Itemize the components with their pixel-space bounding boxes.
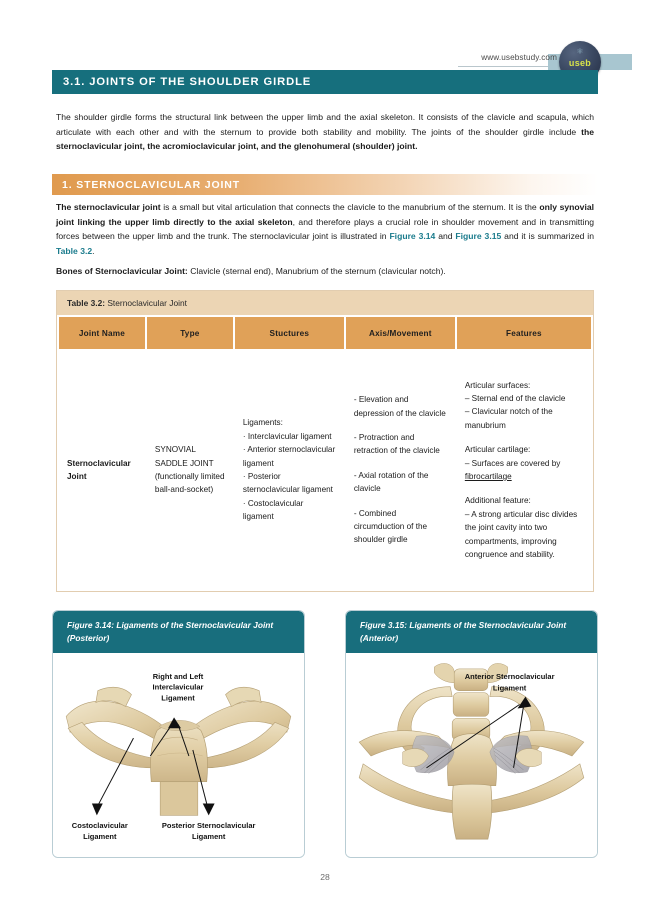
figure-315-body <box>346 653 597 857</box>
structures-item: · Posterior sternoclavicular ligament <box>242 472 333 495</box>
column-header-joint-name: Joint Name <box>59 317 145 349</box>
page-number: 28 <box>320 872 330 882</box>
figure-315-annotation-1a: Anterior Sternoclavicular <box>464 671 555 681</box>
features-line: – A strong articular disc divides the joint cavity into two compartments, improving congruence and stability. <box>464 509 578 560</box>
figure-315-annotation-1b: Ligament <box>492 683 527 693</box>
column-header-axis-movement: Axis/Movement <box>346 317 455 349</box>
table-caption-text: Sternoclavicular Joint <box>105 298 187 308</box>
figure-314-reference[interactable]: Figure 3.14 <box>389 231 436 242</box>
figure-315-caption-line1 <box>360 619 583 632</box>
cell-structures <box>235 351 344 589</box>
figure-314-annotation-1b: Interclavicular <box>152 682 204 692</box>
features-heading: Articular surfaces: <box>464 380 531 390</box>
figure-315-image <box>354 657 589 851</box>
sternoclavicular-paragraph <box>56 200 594 258</box>
scj-text-4: and it is summarized in <box>501 231 594 242</box>
axis-item: - Axial rotation of the clavicle <box>353 470 429 494</box>
scj-text-2: , and therefore plays a crucial role in shoulder movement and in transmitting forces between the upper limb and the trunk. The sternoclavicular joint is illustrated in <box>56 216 595 242</box>
axis-item: - Protraction and retraction of the clavicle <box>353 432 440 456</box>
figure-314-title: Ligaments of the Sternoclavicular Joint <box>114 620 274 630</box>
structures-item: · Costoclavicular ligament <box>242 498 304 522</box>
structures-item: · Interclavicular ligament <box>242 431 332 441</box>
figure-315-caption <box>346 611 597 653</box>
scj-text-3: and <box>435 231 456 242</box>
figure-315-reference[interactable]: Figure 3.15 <box>455 231 502 242</box>
figure-314-annotation-3b: Ligament <box>191 832 226 842</box>
figure-314-subtitle: (Posterior) <box>67 632 110 643</box>
axis-item: - Combined circumduction of the shoulder girdle <box>353 508 428 545</box>
intro-text: The shoulder girdle forms the structural link between the upper limb and the axial skeleton. It consists of the clavicle and scapula, which articulate with each other and with the sternum to provide both stability and mobility. The joints of the shoulder girdle include <box>56 112 594 137</box>
subsection-heading-bar <box>52 174 598 195</box>
figure-314-panel <box>52 610 305 858</box>
table-32-reference[interactable]: Table 3.2 <box>56 245 93 256</box>
figure-315-label: Figure 3.15: <box>360 620 408 630</box>
figure-314-annotation-1a: Right and Left <box>152 671 204 681</box>
section-heading-bar <box>52 70 598 94</box>
figure-314-body <box>53 653 304 857</box>
structures-heading: Ligaments: <box>242 418 283 428</box>
features-line: – Sternal end of the clavicle <box>464 393 566 403</box>
intro-paragraph <box>56 110 594 154</box>
features-line <box>465 457 583 484</box>
table-32 <box>56 290 594 592</box>
table-caption <box>57 291 593 315</box>
figure-315-panel <box>345 610 598 858</box>
bones-text: Clavicle (sternal end), Manubrium of the sternum (clavicular notch). <box>187 266 446 276</box>
table-row <box>59 351 591 589</box>
cell-features <box>457 351 591 589</box>
atom-icon: ⚛ <box>576 47 584 56</box>
figure-314-annotation-2b: Ligament <box>83 832 117 842</box>
figure-314-caption <box>53 611 304 653</box>
scj-bold-lead: The sternoclavicular joint <box>56 202 161 212</box>
joint-table <box>57 315 593 591</box>
features-line: – Clavicular notch of the manubrium <box>464 407 553 430</box>
figure-314-annotation-2a: Costoclavicular <box>71 821 128 831</box>
website-url: www.usebstudy.com <box>481 53 557 62</box>
features-heading: Articular cartilage: <box>464 445 531 455</box>
scj-text-1: is a small but vital articulation that connects the clavicle to the manubrium of the sternum. It is the <box>160 202 540 212</box>
features-heading: Additional feature: <box>464 496 531 506</box>
scj-bold-only-synovial: only synovial joint linking the upper limb directly to the axial skeleton <box>56 202 595 227</box>
bones-line <box>56 264 594 279</box>
column-header-structures: Stuctures <box>235 317 344 349</box>
axis-item: - Elevation and depression of the clavicle <box>353 395 446 418</box>
features-line-text: – Surfaces are covered by <box>464 458 561 468</box>
figure-314-caption-line1 <box>67 619 290 632</box>
section-title: 3.1. JOINTS OF THE SHOULDER GIRDLE <box>63 76 312 88</box>
cell-axis-movement <box>346 351 455 589</box>
scj-text-5: . <box>92 245 95 256</box>
figure-314-annotation-1c: Ligament <box>161 693 195 703</box>
table-caption-label: Table 3.2: <box>67 298 106 308</box>
structures-item: · Anterior sternoclavicular ligament <box>242 445 336 468</box>
figure-314-label: Figure 3.14: <box>67 620 115 630</box>
figure-315-subtitle: (Anterior) <box>360 632 399 643</box>
figure-315-title: Ligaments of the Sternoclavicular Joint <box>407 620 567 630</box>
figure-314-annotation-3a: Posterior Sternoclavicular <box>161 821 256 831</box>
intro-bold-text: the sternoclavicular joint, the acromioclavicular joint, and the glenohumeral (shoulder) joint. <box>56 126 594 152</box>
cell-joint-name: Sternoclavicular Joint <box>59 351 145 589</box>
table-header-row <box>59 317 591 349</box>
subsection-title: 1. STERNOCLAVICULAR JOINT <box>62 179 240 191</box>
logo-wordmark: useb <box>568 58 592 68</box>
fibrocartilage-term: fibrocartilage <box>464 472 512 481</box>
cell-type: SYNOVIAL SADDLE JOINT (functionally limited ball-and-socket) <box>147 351 233 589</box>
figure-314-image <box>61 657 296 851</box>
bones-label: Bones of Sternoclavicular Joint: <box>56 266 188 276</box>
column-header-features: Features <box>457 317 591 349</box>
column-header-type: Type <box>147 317 233 349</box>
